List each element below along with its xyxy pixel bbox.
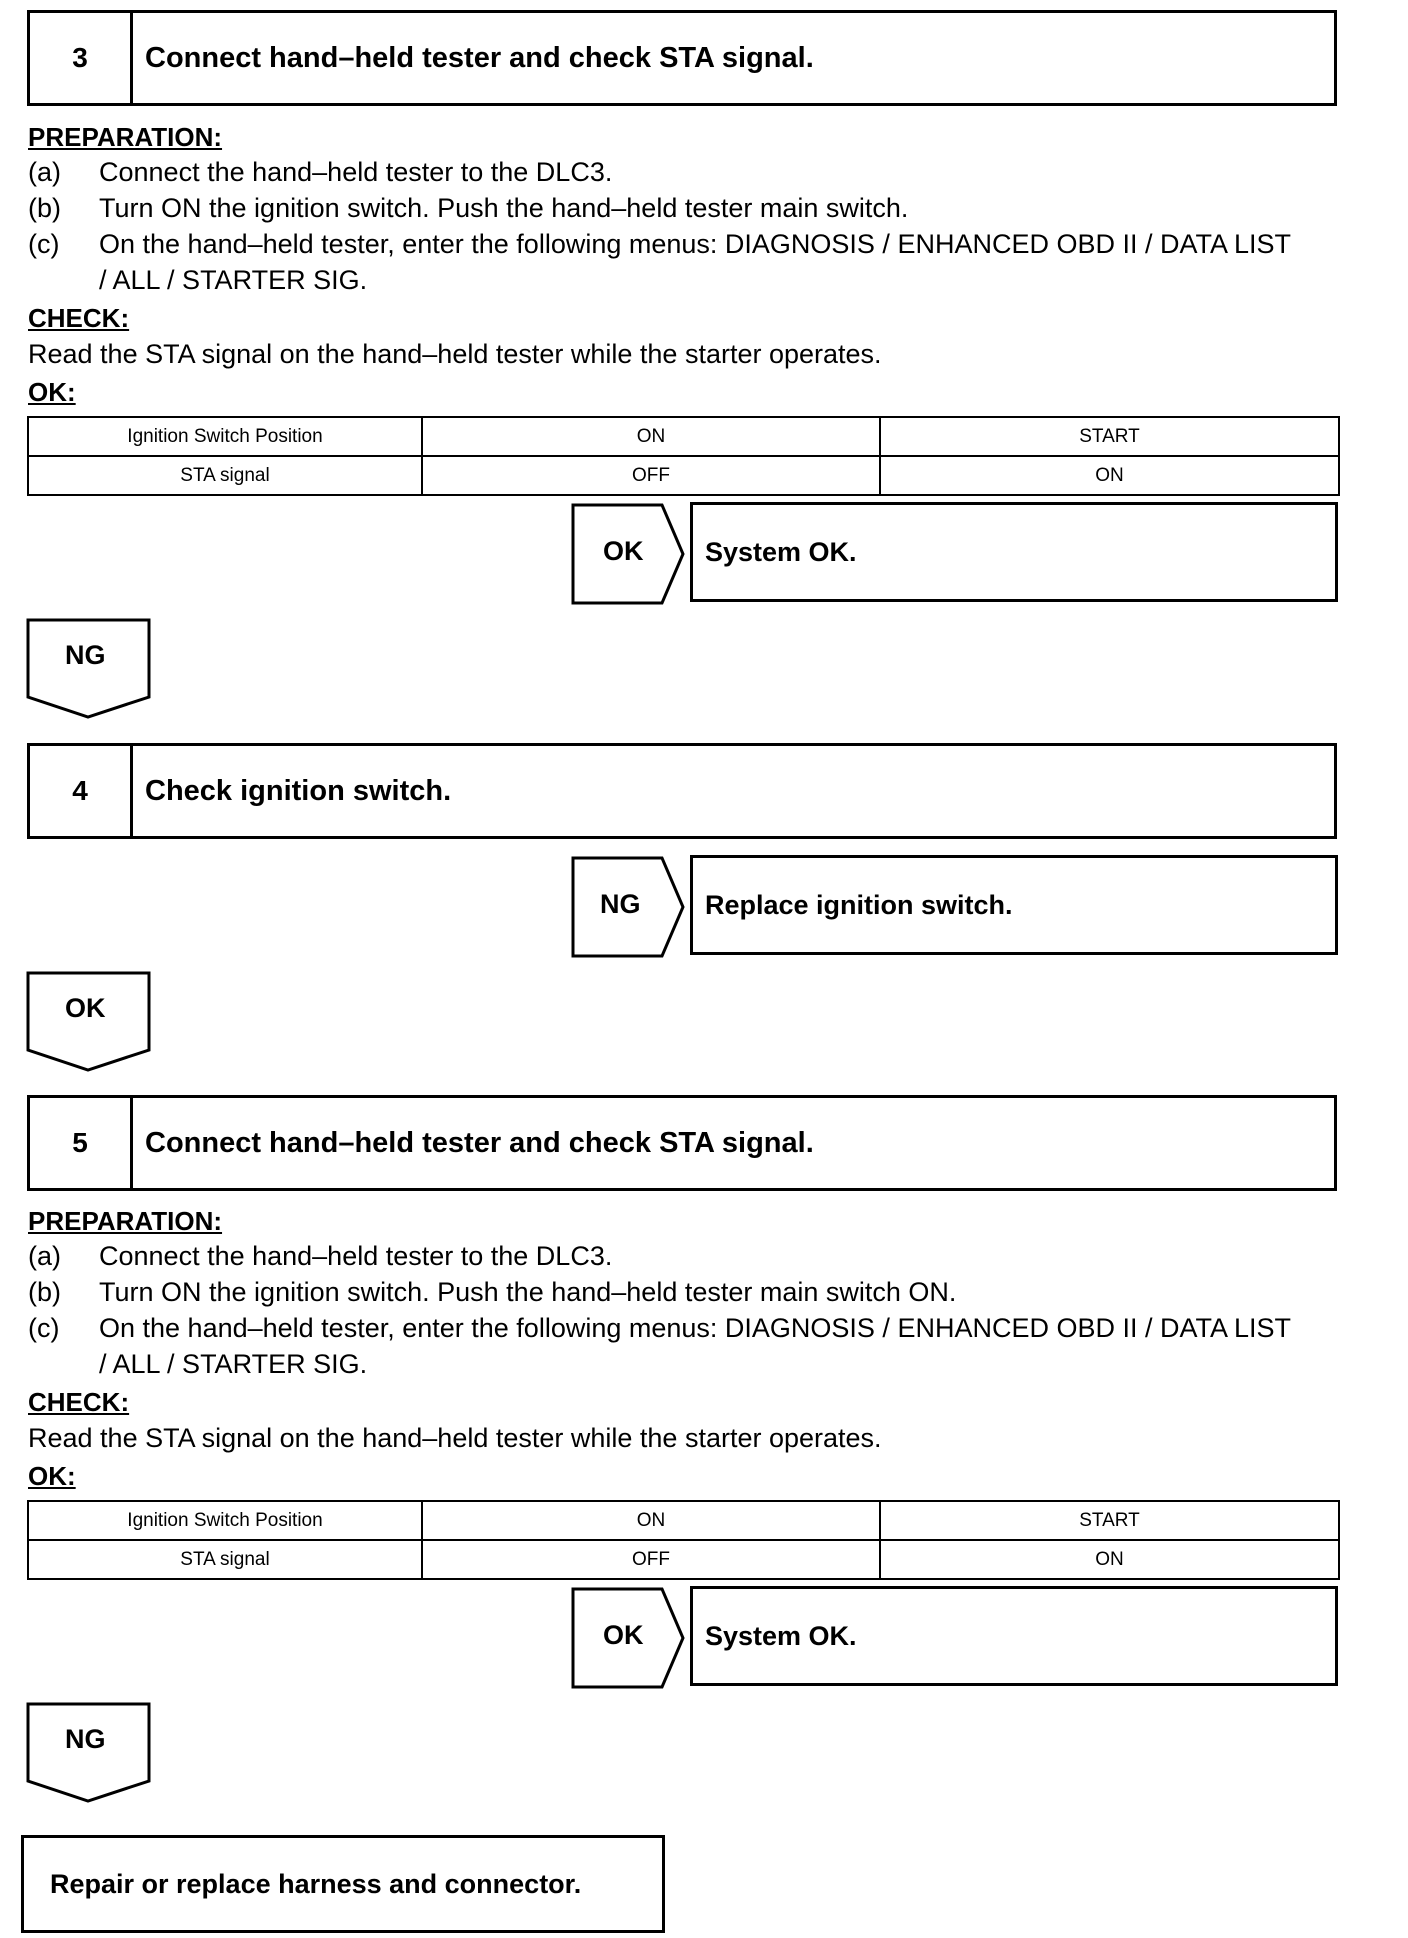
step-5-ok-heading: OK:	[28, 1461, 76, 1491]
step-5-prep-b-label: (b)	[28, 1277, 61, 1307]
step-3-spec-table	[27, 416, 1340, 496]
step-3-prep-c-text: On the hand–held tester, enter the following menus: DIAGNOSIS / ENHANCED OBD II / DATA LIST	[99, 229, 1292, 259]
step-5-box	[27, 1095, 1337, 1191]
step-5-prep-b-text: Turn ON the ignition switch. Push the hand–held tester main switch ON.	[99, 1277, 957, 1307]
step-5-ok-result-box: System OK.	[690, 1586, 1338, 1686]
table-cell: ON	[422, 417, 880, 456]
step-3-ok-heading: OK:	[28, 377, 76, 407]
table-cell: START	[880, 417, 1339, 456]
step-5-number: 5	[30, 1098, 133, 1188]
step-3-ok-label: OK	[603, 536, 644, 566]
step-5-prep-a-label: (a)	[28, 1241, 61, 1271]
table-cell: OFF	[422, 456, 880, 495]
step-3-ok-result-box: System OK.	[690, 502, 1338, 602]
step-3-check-heading: CHECK:	[28, 303, 130, 333]
step-5-check-text: Read the STA signal on the hand–held tester while the starter operates.	[28, 1423, 882, 1453]
step-3-box	[27, 10, 1337, 106]
step-4-ng-label: NG	[600, 889, 641, 919]
step-3-prep-b-label: (b)	[28, 193, 61, 223]
step-5-preparation-heading: PREPARATION:	[28, 1206, 223, 1236]
step-3-prep-a-text: Connect the hand–held tester to the DLC3.	[99, 157, 613, 187]
step-4-title: Check ignition switch.	[145, 774, 452, 807]
step-5-spec-table	[27, 1500, 1340, 1580]
step-3-prep-c-label: (c)	[28, 229, 60, 259]
step-5-ng-label: NG	[65, 1724, 106, 1754]
step-4-number: 4	[30, 746, 133, 836]
table-cell: STA signal	[28, 456, 422, 495]
table-row	[28, 417, 1339, 456]
step-5-check-heading: CHECK:	[28, 1387, 130, 1417]
step-3-ng-label: NG	[65, 640, 106, 670]
table-cell: START	[880, 1501, 1339, 1540]
step-3-check-text: Read the STA signal on the hand–held tester while the starter operates.	[28, 339, 882, 369]
step-5-ok-label: OK	[603, 1620, 644, 1650]
step-3-prep-b-text: Turn ON the ignition switch. Push the hand–held tester main switch.	[99, 193, 909, 223]
step-5-prep-c-continuation: / ALL / STARTER SIG.	[99, 1349, 368, 1379]
table-cell: ON	[880, 456, 1339, 495]
table-cell: ON	[422, 1501, 880, 1540]
step-3-prep-c-continuation: / ALL / STARTER SIG.	[99, 265, 368, 295]
table-row	[28, 1540, 1339, 1579]
table-cell: Ignition Switch Position	[28, 417, 422, 456]
table-cell: STA signal	[28, 1540, 422, 1579]
step-4-box	[27, 743, 1337, 839]
step-3-number: 3	[30, 13, 133, 103]
step-3-prep-a-label: (a)	[28, 157, 61, 187]
table-row	[28, 1501, 1339, 1540]
table-row	[28, 456, 1339, 495]
table-cell: Ignition Switch Position	[28, 1501, 422, 1540]
final-action-box: Repair or replace harness and connector.	[21, 1835, 665, 1933]
step-3-title: Connect hand–held tester and check STA signal.	[145, 41, 814, 74]
step-3-preparation-heading: PREPARATION:	[28, 122, 223, 152]
step-4-ng-result-box: Replace ignition switch.	[690, 855, 1338, 955]
step-5-prep-a-text: Connect the hand–held tester to the DLC3.	[99, 1241, 613, 1271]
step-5-title: Connect hand–held tester and check STA signal.	[145, 1126, 814, 1159]
step-5-prep-c-text: On the hand–held tester, enter the following menus: DIAGNOSIS / ENHANCED OBD II / DATA LIST	[99, 1313, 1292, 1343]
table-cell: OFF	[422, 1540, 880, 1579]
table-cell: ON	[880, 1540, 1339, 1579]
step-4-ok-label: OK	[65, 993, 106, 1023]
step-5-prep-c-label: (c)	[28, 1313, 60, 1343]
